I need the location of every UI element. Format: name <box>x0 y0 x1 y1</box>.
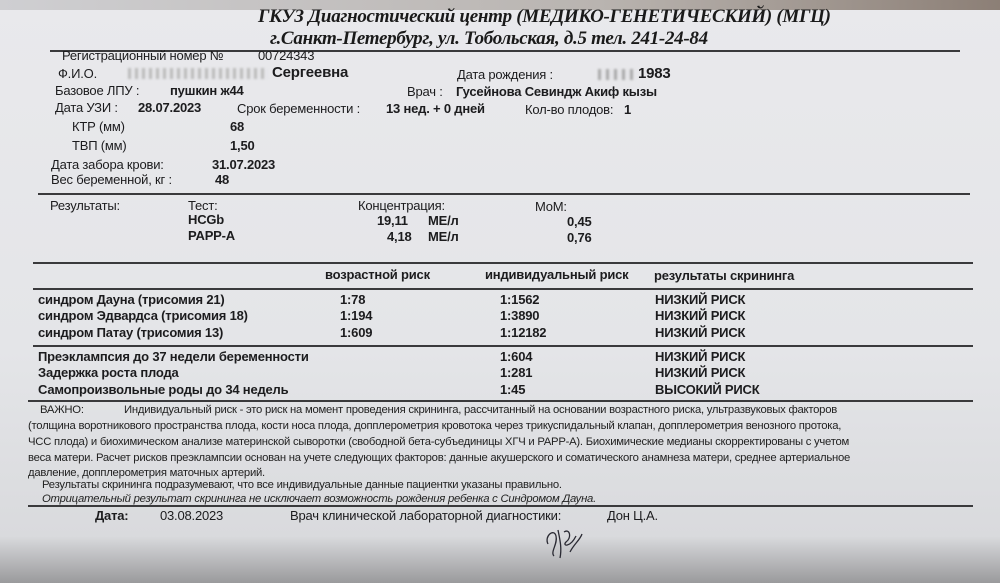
syndrome-name: синдром Эдвардса (трисомия 18) <box>38 308 248 323</box>
result-header: результаты скрининга <box>654 268 795 283</box>
ktr-value: 68 <box>230 119 245 134</box>
fio-label: Ф.И.О. <box>58 66 97 81</box>
condition-name: Задержка роста плода <box>38 365 179 380</box>
us-date-label: Дата УЗИ : <box>55 100 118 115</box>
note-label: ВАЖНО: <box>40 404 84 416</box>
risk-result: НИЗКИЙ РИСК <box>655 308 746 323</box>
ind-risk: 1:12182 <box>500 325 547 340</box>
tvp-value: 1,50 <box>230 138 255 153</box>
birth-label: Дата рождения : <box>457 67 553 82</box>
test-conc: 19,11 <box>377 213 408 228</box>
fetus-label: Кол-во плодов: <box>525 102 614 117</box>
syndrome-name: синдром Дауна (трисомия 21) <box>38 292 225 307</box>
risk-result: НИЗКИЙ РИСК <box>655 325 746 340</box>
divider <box>28 400 973 402</box>
us-date-value: 28.07.2023 <box>138 100 202 115</box>
reg-label: Регистрационный номер № <box>62 48 224 63</box>
test-name: PAPP-A <box>188 228 235 243</box>
term-value: 13 нед. + 0 дней <box>386 101 485 116</box>
divider <box>33 262 973 264</box>
test-mom: 0,45 <box>567 214 592 229</box>
conc-header: Концентрация: <box>358 198 445 213</box>
doctor-label: Врач : <box>407 84 443 99</box>
risk-result: НИЗКИЙ РИСК <box>655 349 746 364</box>
redacted-region <box>598 69 636 80</box>
divider <box>28 505 973 507</box>
org-address: г.Санкт-Петербург, ул. Тобольская, д.5 тел. 241-24-84 <box>270 28 708 49</box>
blood-value: 31.07.2023 <box>212 157 276 172</box>
test-unit: МЕ/л <box>428 213 459 228</box>
fio-value: Сергеевна <box>128 64 348 81</box>
weight-value: 48 <box>215 172 230 187</box>
age-risk: 1:609 <box>340 325 373 340</box>
note-line: давление, допплерометрия маточных артерий. <box>28 467 265 479</box>
tvp-label: ТВП (мм) <box>72 138 127 153</box>
test-unit: МЕ/л <box>428 229 459 244</box>
age-risk-header: возрастной риск <box>325 267 430 282</box>
footer-date-value: 03.08.2023 <box>160 508 224 523</box>
org-title: ГКУЗ Диагностический центр (МЕДИКО-ГЕНЕТИЧЕСКИЙ) (МГЦ) <box>258 6 831 27</box>
fetus-value: 1 <box>624 102 632 117</box>
ind-risk: 1:281 <box>500 365 533 380</box>
ind-risk: 1:1562 <box>500 292 540 307</box>
condition-name: Самопроизвольные роды до 34 недель <box>38 382 289 397</box>
blood-label: Дата забора крови: <box>51 157 164 172</box>
risk-result: НИЗКИЙ РИСК <box>655 292 746 307</box>
lpu-label: Базовое ЛПУ : <box>55 83 140 98</box>
ind-risk-header: индивидуальный риск <box>485 267 629 282</box>
test-name: HCGb <box>188 212 225 227</box>
syndrome-name: синдром Патау (трисомия 13) <box>38 325 224 340</box>
note-line: (толщина воротникового пространства плода, кости носа плода, допплерометрия кровотока через трикуспидальный клапан, допплерометрия венозного протока, <box>28 420 842 432</box>
ind-risk: 1:3890 <box>500 308 540 323</box>
risk-result: НИЗКИЙ РИСК <box>655 365 746 380</box>
signature <box>540 522 590 562</box>
divider <box>33 345 973 347</box>
note-line: Индивидуальный риск - это риск на момент проведения скрининга, рассчитанный на основании возрастного риска, ультразвуковых факторов <box>124 404 837 416</box>
ind-risk: 1:45 <box>500 382 526 397</box>
risk-result: ВЫСОКИЙ РИСК <box>655 382 760 397</box>
mom-header: МоМ: <box>535 199 567 214</box>
footer-doctor-value: Дон Ц.А. <box>607 508 658 523</box>
divider <box>33 288 973 290</box>
test-mom: 0,76 <box>567 230 592 245</box>
validity-note: Результаты скрининга подразумевают, что все индивидуальные данные пациентки указаны правильно. <box>42 479 562 491</box>
reg-value: 00724343 <box>258 48 315 63</box>
divider <box>38 193 970 195</box>
note-line: веса матери. Расчет рисков преэклампсии основан на учете следующих факторов: данные акушерского и соматического анамнеза матери, среднее артериальное <box>28 452 851 464</box>
redacted-region <box>128 68 268 79</box>
lpu-value: пушкин ж44 <box>170 83 244 98</box>
footer-date-label: Дата: <box>95 508 129 523</box>
birth-value: 1983 <box>598 65 671 82</box>
test-header: Тест: <box>188 198 218 213</box>
results-label: Результаты: <box>50 198 120 213</box>
age-risk: 1:78 <box>340 292 366 307</box>
condition-name: Преэклампсия до 37 недели беременности <box>38 349 309 364</box>
term-label: Срок беременности : <box>237 101 361 116</box>
weight-label: Вес беременной, кг : <box>51 172 172 187</box>
footer-doctor-label: Врач клинической лабораторной диагностики: <box>290 508 562 523</box>
age-risk: 1:194 <box>340 308 373 323</box>
test-conc: 4,18 <box>387 229 412 244</box>
doctor-value: Гусейнова Севиндж Акиф кызы <box>456 84 657 99</box>
ind-risk: 1:604 <box>500 349 533 364</box>
disclaimer: Отрицательный результат скрининга не исключает возможность рождения ребенка с Синдромом Дауна. <box>42 493 596 505</box>
note-line: ЧСС плода) и биохимическом анализе материнской сыворотки (свободной бета-субъединицы ХГЧ и PAPP-A). Биохимические медианы скорректированы с учетом <box>28 436 850 448</box>
ktr-label: КТР (мм) <box>72 119 125 134</box>
